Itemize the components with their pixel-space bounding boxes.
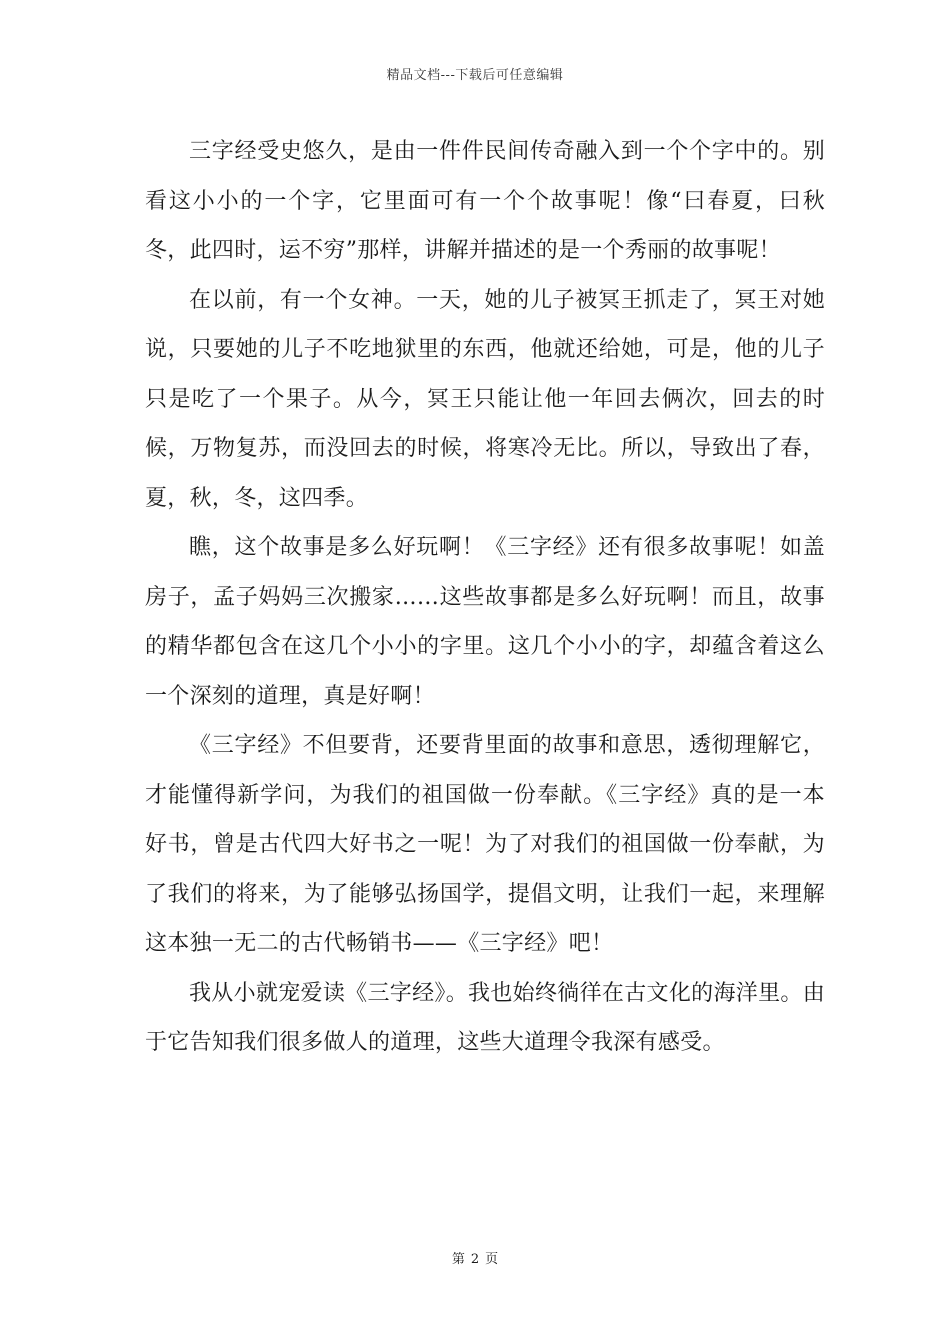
paragraph-2: 在以前，有一个女神。一天，她的儿子被冥王抓走了，冥王对她说，只要她的儿子不吃地狱里的东西，他就还给她，可是，他的儿子只是吃了一个果子。从今，冥王只能让他一年回去俩次，回去的时候，万物复苏，而没回去的时候，将寒冷无比。所以，导致出了春，夏，秋，冬，这四季。 — [145, 287, 825, 511]
page-number-prefix: 第 — [451, 1252, 465, 1267]
paragraph-4: 《三字经》不但要背，还要背里面的故事和意思，透彻理解它，才能懂得新学问，为我们的祖国做一份奉献。《三字经》真的是一本好书，曾是古代四大好书之一呢！为了对我们的祖国做一份奉献，为了我们的将来，为了能够弘扬国学，提倡文明，让我们一起，来理解这本独一无二的古代畅销书——《三字经》吧！ — [145, 733, 825, 956]
document-body — [145, 127, 825, 1068]
page-footer — [0, 1248, 950, 1267]
page-number: 2 — [470, 1252, 480, 1267]
paragraph-1: 三字经受史悠久，是由一件件民间传奇融入到一个个字中的。别看这小小的一个字，它里面可有一个个故事呢！像“曰春夏，曰秋冬，此四时，运不穷”那样，讲解并描述的是一个秀丽的故事呢！ — [145, 139, 825, 263]
paragraph-3: 瞧，这个故事是多么好玩啊！《三字经》还有很多故事呢！如盖房子，孟子妈妈三次搬家……这些故事都是多么好玩啊！而且，故事的精华都包含在这几个小小的字里。这几个小小的字，却蕴含着这么一个深刻的道理，真是好啊！ — [145, 535, 825, 709]
page-header: 精品文档---下载后可任意编辑 — [386, 68, 564, 83]
paragraph-5: 我从小就宠爱读《三字经》。我也始终徜徉在古文化的海洋里。由于它告知我们很多做人的道理，这些大道理令我深有感受。 — [145, 980, 825, 1055]
page-number-suffix: 页 — [485, 1252, 499, 1267]
